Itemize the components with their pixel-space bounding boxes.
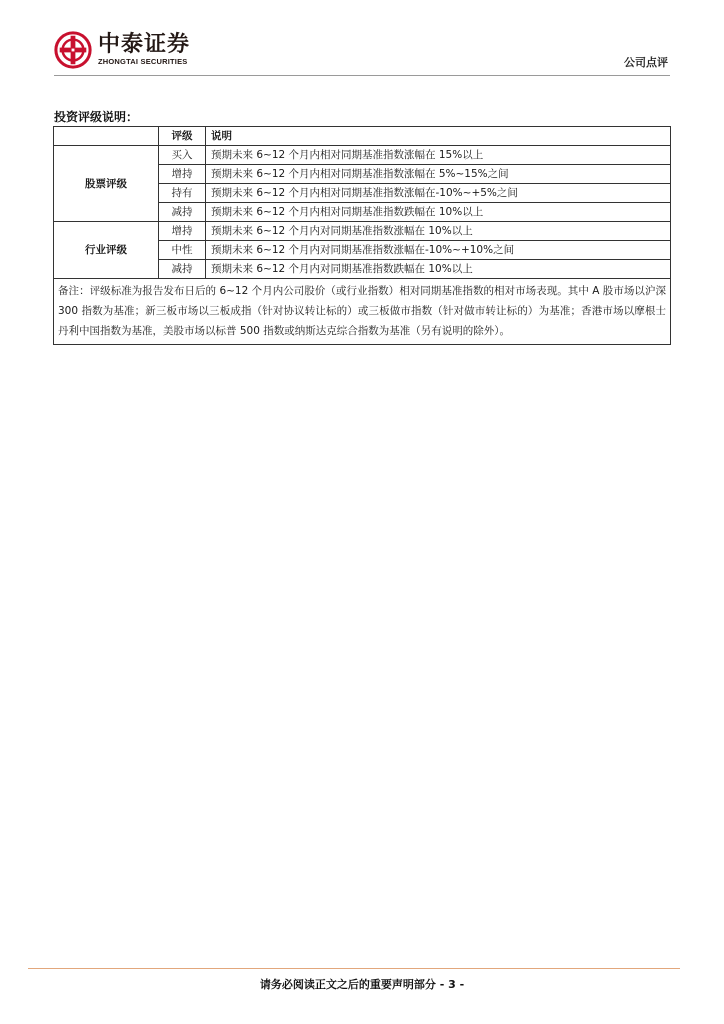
desc-cell: 预期未来 6~12 个月内对同期基准指数跌幅在 10%以上 (206, 260, 671, 279)
header-grade: 评级 (159, 127, 206, 146)
table-header-row (54, 127, 671, 146)
table-row (54, 146, 671, 165)
grade-cell: 减持 (159, 203, 206, 222)
desc-cell: 预期未来 6~12 个月内对同期基准指数涨幅在-10%~+10%之间 (206, 241, 671, 260)
logo-chinese-name: 中泰证券 (98, 32, 191, 57)
report-type-label: 公司点评 (624, 56, 668, 69)
grade-cell: 增持 (159, 165, 206, 184)
grade-cell: 买入 (159, 146, 206, 165)
desc-cell: 预期未来 6~12 个月内对同期基准指数涨幅在 10%以上 (206, 222, 671, 241)
company-logo (54, 30, 190, 70)
header-divider (54, 75, 670, 76)
logo-english-name: ZHONGTAI SECURITIES (98, 57, 188, 66)
header-desc: 说明 (206, 127, 671, 146)
grade-cell: 持有 (159, 184, 206, 203)
grade-cell: 增持 (159, 222, 206, 241)
footer (0, 976, 724, 992)
footer-disclaimer: 请务必阅读正文之后的重要声明部分 (259, 978, 436, 991)
footer-divider (28, 968, 680, 969)
grade-cell: 中性 (159, 241, 206, 260)
page-number: - 3 - (439, 978, 465, 991)
header-empty-cell (54, 127, 159, 146)
rating-table (53, 126, 671, 345)
category-stock: 股票评级 (54, 146, 159, 222)
desc-cell: 预期未来 6~12 个月内相对同期基准指数涨幅在 5%~15%之间 (206, 165, 671, 184)
desc-cell: 预期未来 6~12 个月内相对同期基准指数涨幅在-10%~+5%之间 (206, 184, 671, 203)
section-title: 投资评级说明： (54, 110, 139, 124)
desc-cell: 预期未来 6~12 个月内相对同期基准指数跌幅在 10%以上 (206, 203, 671, 222)
table-note-row (54, 279, 671, 345)
logo-text (98, 33, 190, 67)
table-row (54, 222, 671, 241)
grade-cell: 减持 (159, 260, 206, 279)
rating-note: 备注：评级标准为报告发布日后的 6~12 个月内公司股价（或行业指数）相对同期基准指数的相对市场表现。其中 A 股市场以沪深 300 指数为基准；新三板市场以三板成指（针对协议转让标的）或三板做市指数（针对做市转让标的）为基准；香港市场以摩根士丹利中国指数为基准，美股市场以标普 500 指数或纳斯达克综合指数为基准（另有说明的除外）。 (54, 279, 671, 345)
zhongtai-logo-icon (54, 31, 92, 69)
desc-cell: 预期未来 6~12 个月内相对同期基准指数涨幅在 15%以上 (206, 146, 671, 165)
category-industry: 行业评级 (54, 222, 159, 279)
